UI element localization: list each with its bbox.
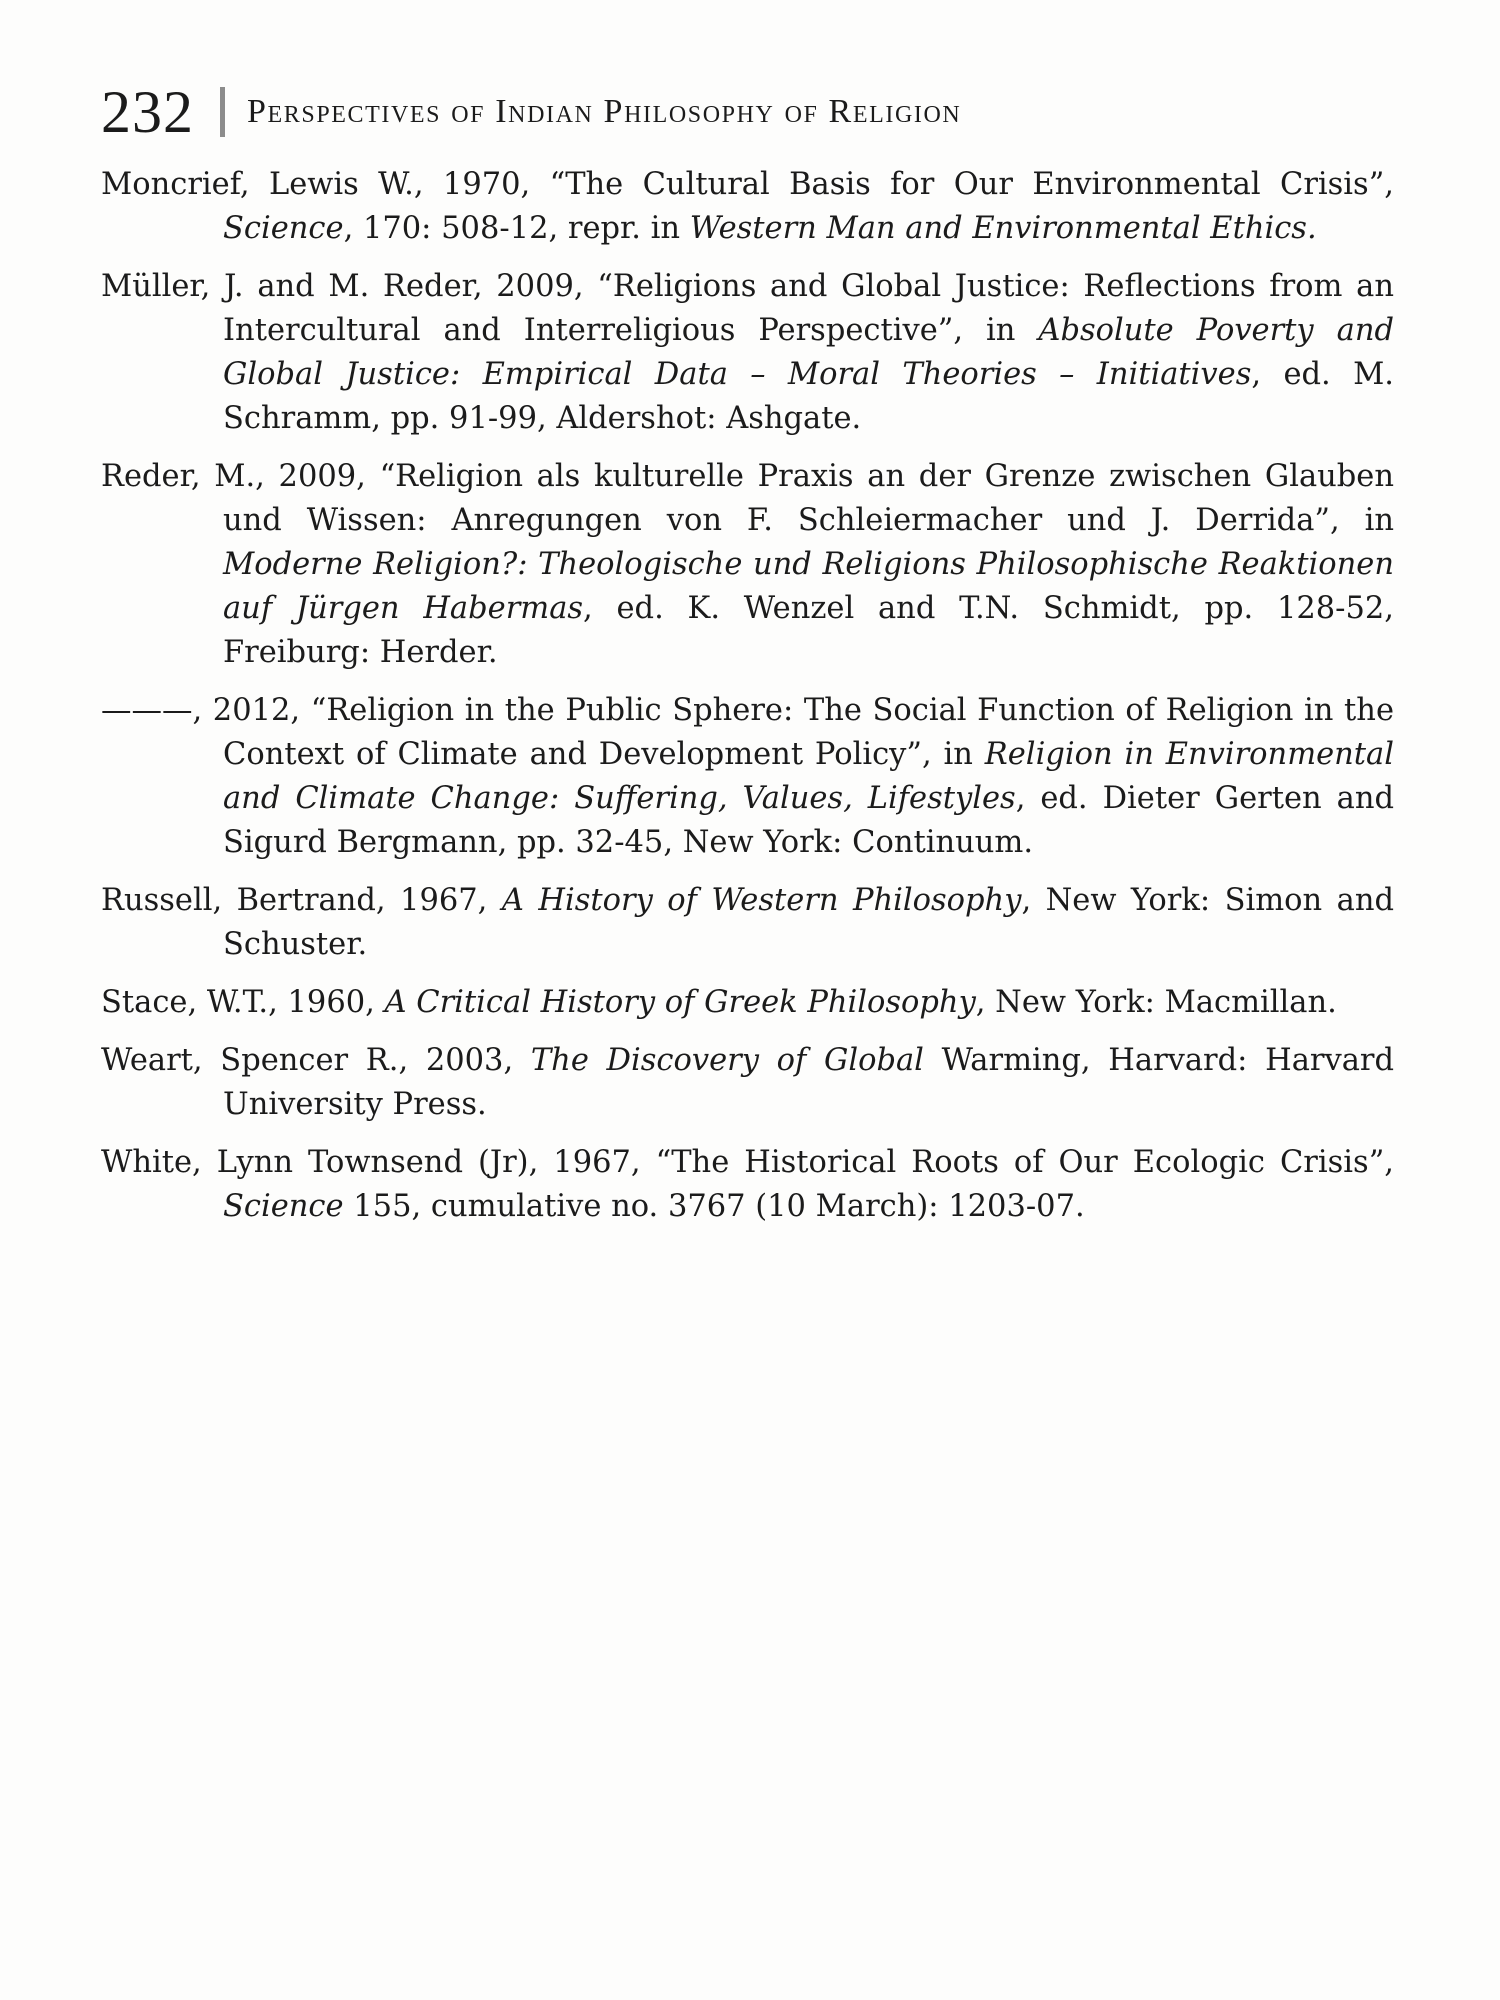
reference-entry: Russell, Bertrand, 1967, A History of Western Philosophy, New York: Simon and Schuster. [101,883,1395,962]
reference-list [101,163,1394,1243]
page-header [101,79,962,145]
reference-entry: Weart, Spencer R., 2003, The Discovery of Global Warming, Harvard: Harvard University Press. [101,1043,1394,1122]
page-number: 232 [101,79,194,145]
reference-entry: Müller, J. and M. Reder, 2009, “Religions and Global Justice: Reflections from an Intercultural and Interreligious Perspective”, in Absolute Poverty and Global Justice: Empirical Data – Moral Theories – Initiatives, ed. M. Schramm, pp. 91-99, Aldershot: Ashgate. [101,269,1395,436]
reference-entry: White, Lynn Townsend (Jr), 1967, “The Historical Roots of Our Ecologic Crisis”, Science 155, cumulative no. 3767 (10 March): 1203-07. [101,1145,1394,1224]
reference-entry: ———, 2012, “Religion in the Public Sphere: The Social Function of Religion in the Context of Climate and Development Policy”, in Religion in Environmental and Climate Change: Suffering, Values, Lifestyles, ed. Dieter Gerten and Sigurd Bergmann, pp. 32-45, New York: Continuum. [101,693,1394,860]
reference-entry: Stace, W.T., 1960, A Critical History of Greek Philosophy, New York: Macmillan. [101,985,1337,1020]
header-divider [220,87,225,137]
running-title: Perspectives of Indian Philosophy of Religion [247,93,962,130]
reference-entry: Moncrief, Lewis W., 1970, “The Cultural Basis for Our Environmental Crisis”, Science, 170: 508-12, repr. in Western Man and Environmental Ethics. [101,167,1394,246]
reference-entry: Reder, M., 2009, “Religion als kulturelle Praxis an der Grenze zwischen Glauben und Wissen: Anregungen von F. Schleiermacher und J. Derrida”, in Moderne Religion?: Theologische und Religions Philosophische Reaktionen auf Jürgen Habermas, ed. K. Wenzel and T.N. Schmidt, pp. 128-52, Freiburg: Herder. [101,459,1394,670]
